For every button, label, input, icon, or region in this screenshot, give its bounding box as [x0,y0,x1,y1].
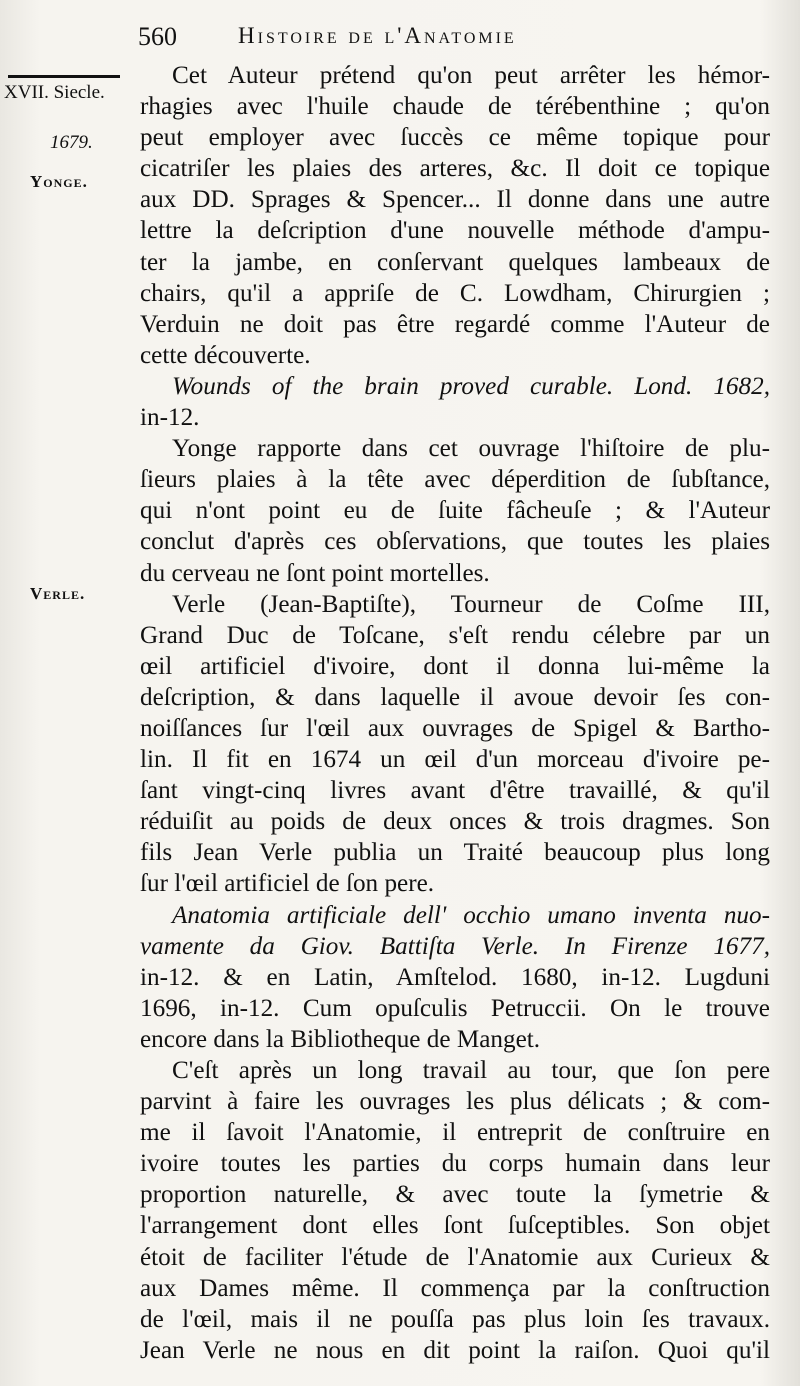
text-line: in-12. [140,404,200,432]
text-line: vamente da Giov. Battiſta Verle. In Firenze 1677, [140,932,770,960]
text-line: encore dans la Bibliotheque de Manget. [140,1025,541,1053]
text-line: Yonge rapporte dans cet ouvrage l'hiſtoire de plu- [172,435,770,463]
margin-century: XVII. Siecle. [4,82,105,103]
margin-author-yonge: Yonge. [30,172,88,191]
text-line: lin. Il fit en 1674 un œil d'un morceau d'ivoire pe- [140,746,770,774]
margin-year: 1679. [50,132,93,153]
text-line: Wounds of the brain proved curable. Lond. 1682, [172,372,770,400]
text-line: du cerveau ne ſont point mortelles. [140,559,490,587]
text-line: ivoire toutes les parties du corps humain dans leur [140,1150,770,1178]
text-line: Verle (Jean-Baptiſte), Tourneur de Coſme III, [172,590,770,618]
text-line: ſant vingt-cinq livres avant d'être travaillé, & qu'il [140,777,770,805]
text-line: Anatomia artificiale dell' occhio umano inventa nuo- [172,901,770,929]
text-line: proportion naturelle, & avec toute la ſymetrie & [140,1181,770,1209]
text-line: fils Jean Verle publia un Traité beaucoup plus long [140,839,770,867]
text-line: in-12. & en Latin, Amſtelod. 1680, in-12. Lugduni [140,963,770,991]
margin-author-verle: Verle. [30,584,86,603]
text-line: Grand Duc de Toſcane, s'eſt rendu célebre par un [140,621,770,649]
text-line: cicatriſer les plaies des arteres, &c. Il doit ce topique [140,155,770,183]
text-line: rhagies avec l'huile chaude de térébenthine ; qu'on [140,93,770,121]
text-line: me il ſavoit l'Anatomie, il entreprit de conſtruire en [140,1119,770,1147]
text-line: réduiſit au poids de deux onces & trois dragmes. Son [140,808,770,836]
text-line: peut employer avec ſuccès ce même topique pour [140,124,770,152]
text-line: qui n'ont point eu de ſuite fâcheuſe ; & l'Auteur [140,497,770,525]
page-header [138,22,658,54]
text-line: de l'œil, mais il ne pouſſa pas plus loin ſes travaux. [140,1305,770,1333]
text-line: ſieurs plaies à la tête avec déperdition de ſubſtance, [140,466,770,494]
text-line: 1696, in-12. Cum opuſculis Petruccii. On le trouve [140,994,770,1022]
text-line: chairs, qu'il a appriſe de C. Lowdham, Chirurgien ; [140,279,770,307]
text-line: Verduin ne doit pas être regardé comme l'Auteur de [140,310,770,338]
text-line: parvint à faire les ouvrages les plus délicats ; & com- [140,1088,770,1116]
text-line: œil artificiel d'ivoire, dont il donna lui-même la [140,652,770,680]
margin-notes [0,0,130,1386]
text-line: conclut d'après ces obſervations, que toutes les plaies [140,528,770,556]
text-line: deſcription, & dans laquelle il avoue devoir ſes con- [140,683,770,711]
text-line: ſur l'œil artificiel de ſon pere. [140,870,435,898]
margin-rule [8,75,120,78]
body-text [140,60,770,1366]
text-line: cette découverte. [140,341,311,369]
text-line: aux DD. Sprages & Spencer... Il donne dans une autre [140,186,770,214]
running-title: Histoire de l'Anatomie [238,23,517,48]
text-line: lettre la deſcription d'une nouvelle méthode d'ampu- [140,217,770,245]
text-line: ter la jambe, en conſervant quelques lambeaux de [140,248,770,276]
text-line: étoit de faciliter l'étude de l'Anatomie aux Curieux & [140,1243,770,1271]
text-line: noiſſances ſur l'œil aux ouvrages de Spigel & Bartho- [140,714,770,742]
text-line: C'eſt après un long travail au tour, que ſon pere [172,1057,770,1084]
text-line: Cet Auteur prétend qu'on peut arrêter les hémor- [172,62,770,89]
text-line: aux Dames même. Il commença par la conſtruction [140,1274,770,1302]
text-line: l'arrangement dont elles ſont ſuſceptibles. Son objet [140,1212,770,1240]
page-number: 560 [138,22,177,51]
text-line: Jean Verle ne nous en dit point la raiſon. Quoi qu'il [140,1336,770,1364]
